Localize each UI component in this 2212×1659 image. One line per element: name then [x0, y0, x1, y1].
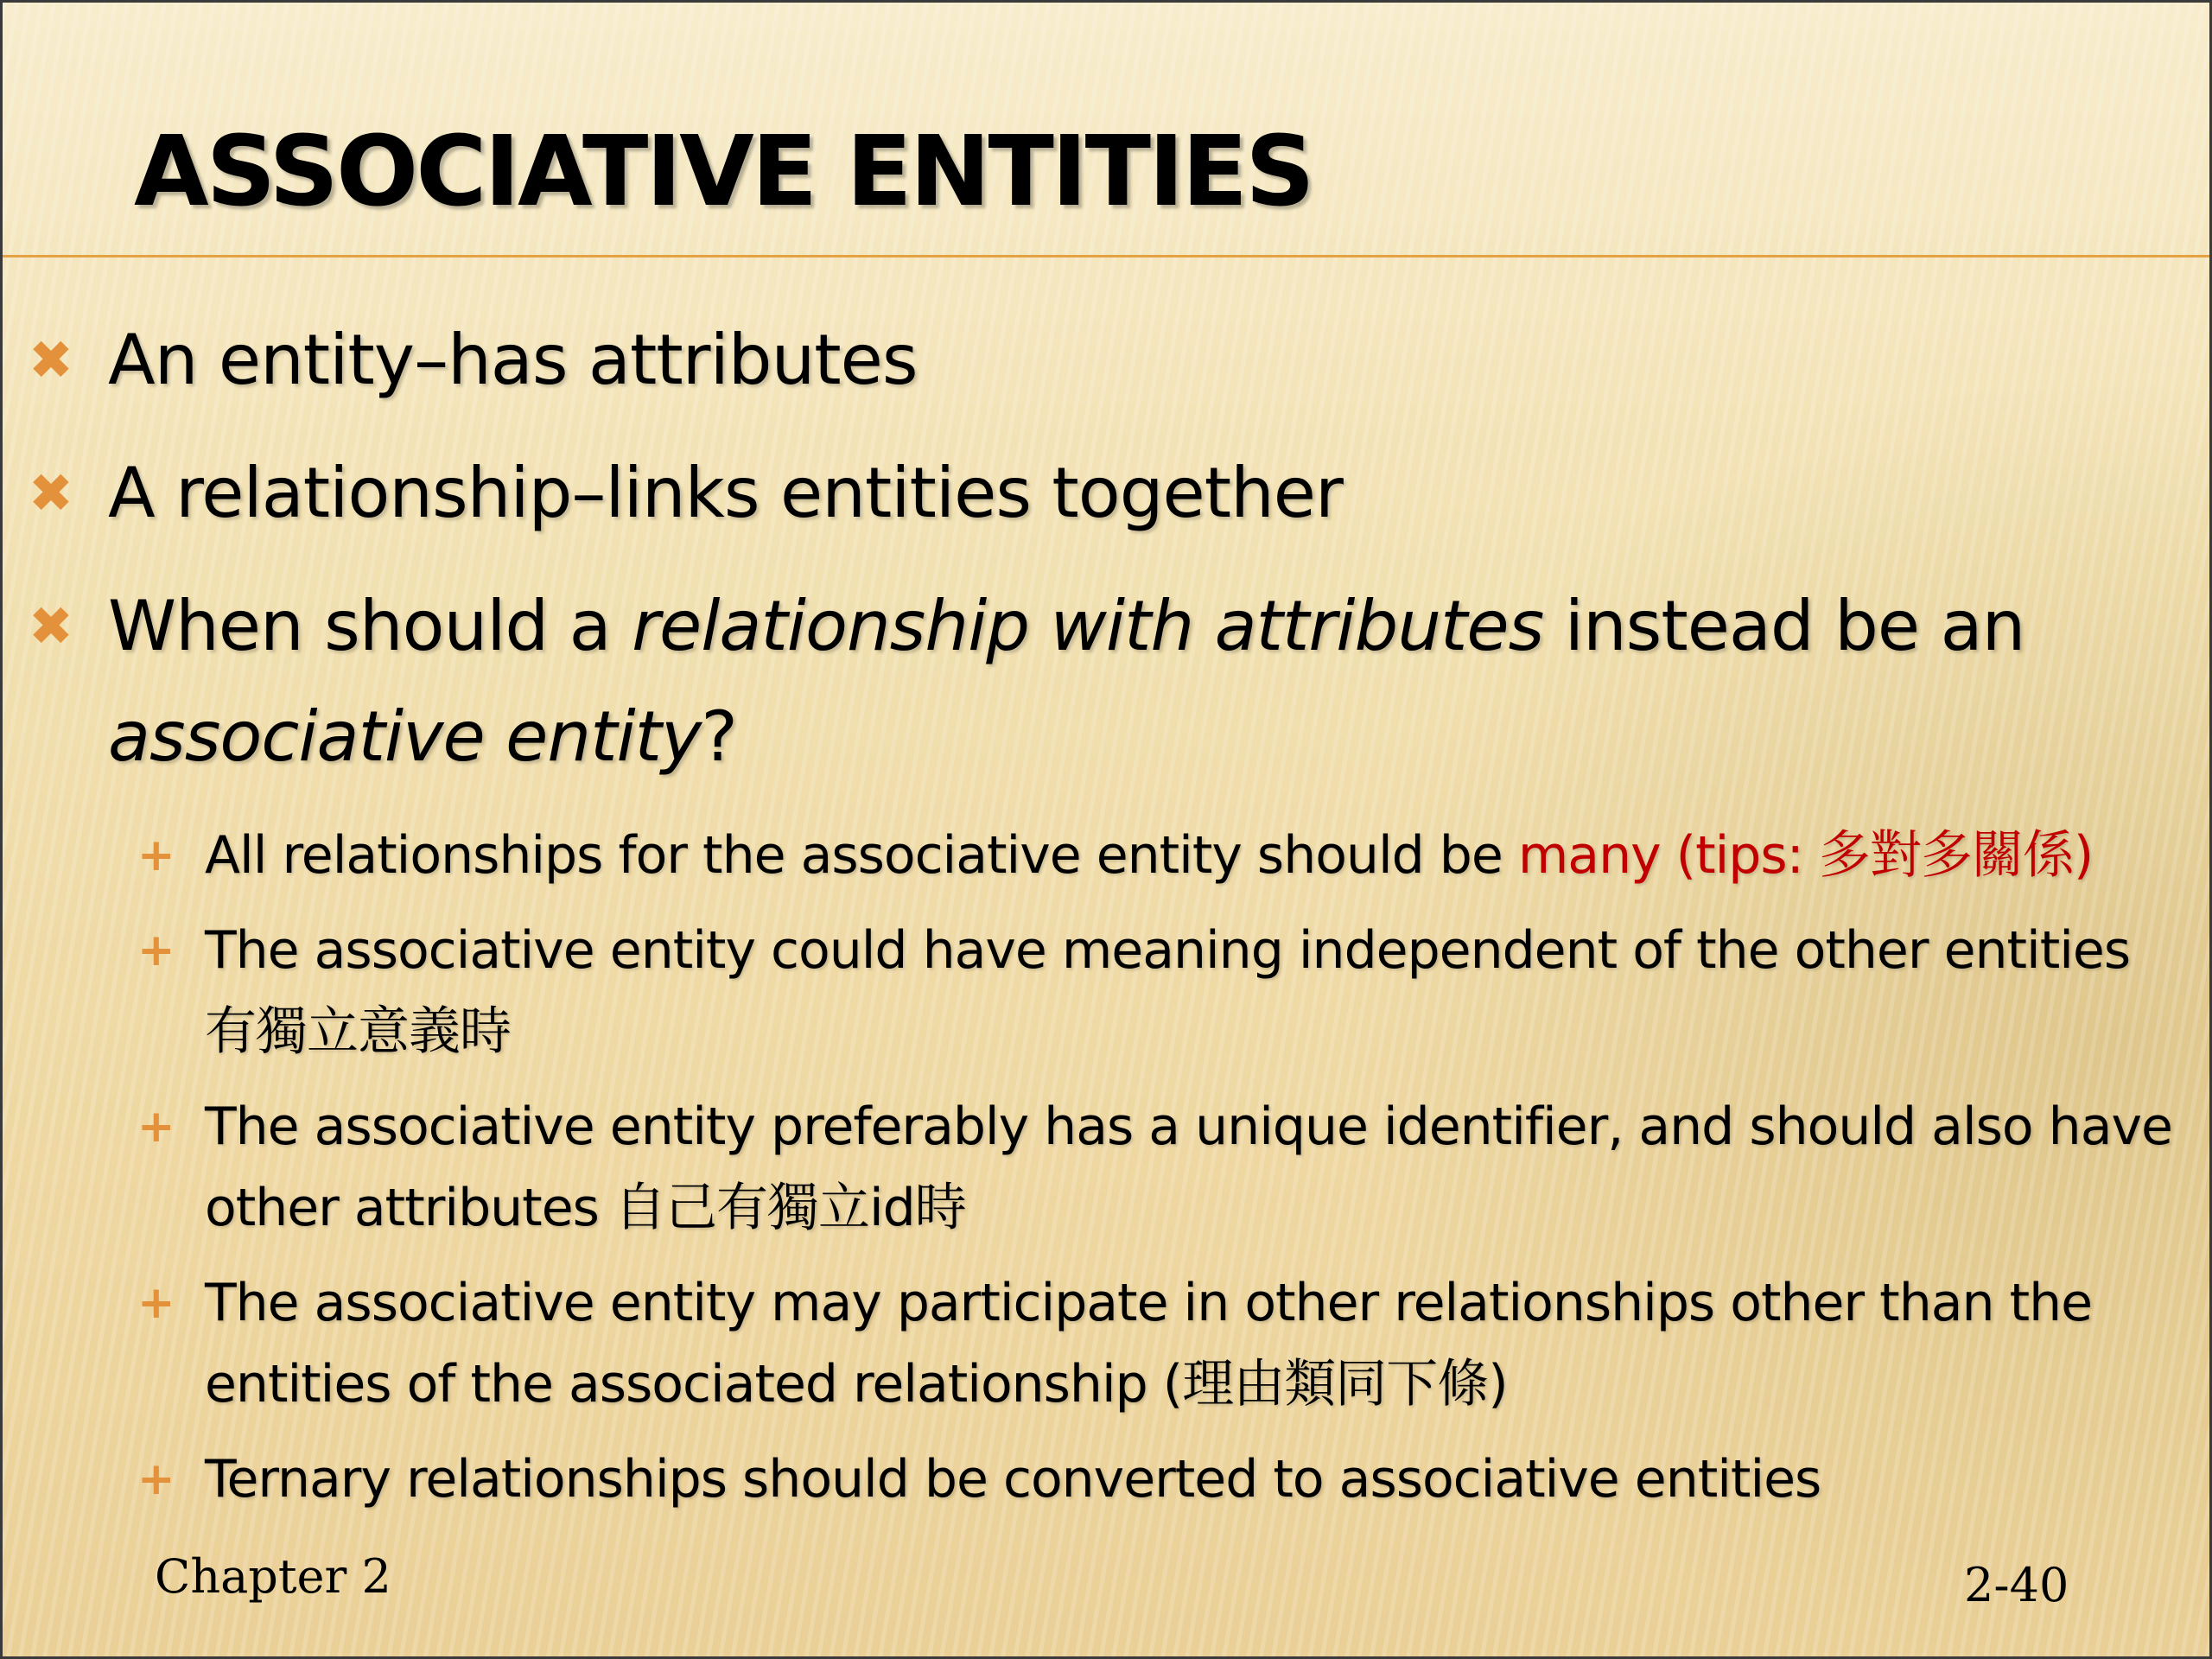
sub-bullet-participate	[3, 1262, 2212, 1425]
plus-icon: +	[137, 925, 175, 976]
plus-icon: +	[137, 1453, 175, 1505]
sub-bullet-text: Ternary relationships should be converted to associative entities	[205, 1449, 1821, 1510]
bullet-text-part: When should a	[108, 586, 632, 666]
sub-bullet-ternary	[3, 1439, 2212, 1520]
footer-chapter: Chapter 2	[155, 1549, 391, 1604]
sub-bullet-text: The associative entity preferably has a unique identifier, and should also have other attributes 自己有獨立id時	[205, 1096, 2172, 1238]
plus-icon: +	[137, 1277, 175, 1329]
x-mark-icon: ✖	[29, 328, 73, 391]
sub-bullet-identifier	[3, 1086, 2212, 1249]
sub-bullet-many	[3, 815, 2212, 896]
plus-icon: +	[137, 1101, 175, 1153]
x-mark-icon: ✖	[29, 461, 73, 524]
footer-page-number: 2-40	[1964, 1558, 2069, 1612]
sub-bullet-highlight: many (tips: 多對多關係)	[1517, 825, 2094, 886]
x-mark-icon: ✖	[29, 594, 73, 658]
title-divider	[3, 255, 2212, 257]
slide-content	[3, 305, 2212, 1534]
bullet-relationship	[3, 438, 2212, 549]
sub-bullet-text: The associative entity could have meaning independent of the other entities 有獨立意義時	[205, 920, 2131, 1062]
slide-title: ASSOCIATIVE ENTITIES	[134, 116, 1313, 228]
bullet-text-part: instead be an	[1543, 586, 2025, 666]
bullet-text: A relationship–links entities together	[108, 453, 1343, 533]
sub-bullet-text: The associative entity may participate in other relationships other than the entities of the associated relationship (理由類同下條)	[205, 1273, 2093, 1414]
sub-bullet-text: All relationships for the associative entity should be	[205, 825, 1518, 886]
bullet-text: An entity–has attributes	[108, 320, 918, 400]
bullet-question	[3, 571, 2212, 792]
bullet-emphasis: associative entity	[108, 696, 702, 777]
bullet-emphasis: relationship with attributes	[632, 586, 1544, 666]
bullet-text-part: ?	[701, 696, 737, 777]
sub-bullet-meaning	[3, 910, 2212, 1072]
plus-icon: +	[137, 830, 175, 881]
bullet-entity	[3, 305, 2212, 416]
